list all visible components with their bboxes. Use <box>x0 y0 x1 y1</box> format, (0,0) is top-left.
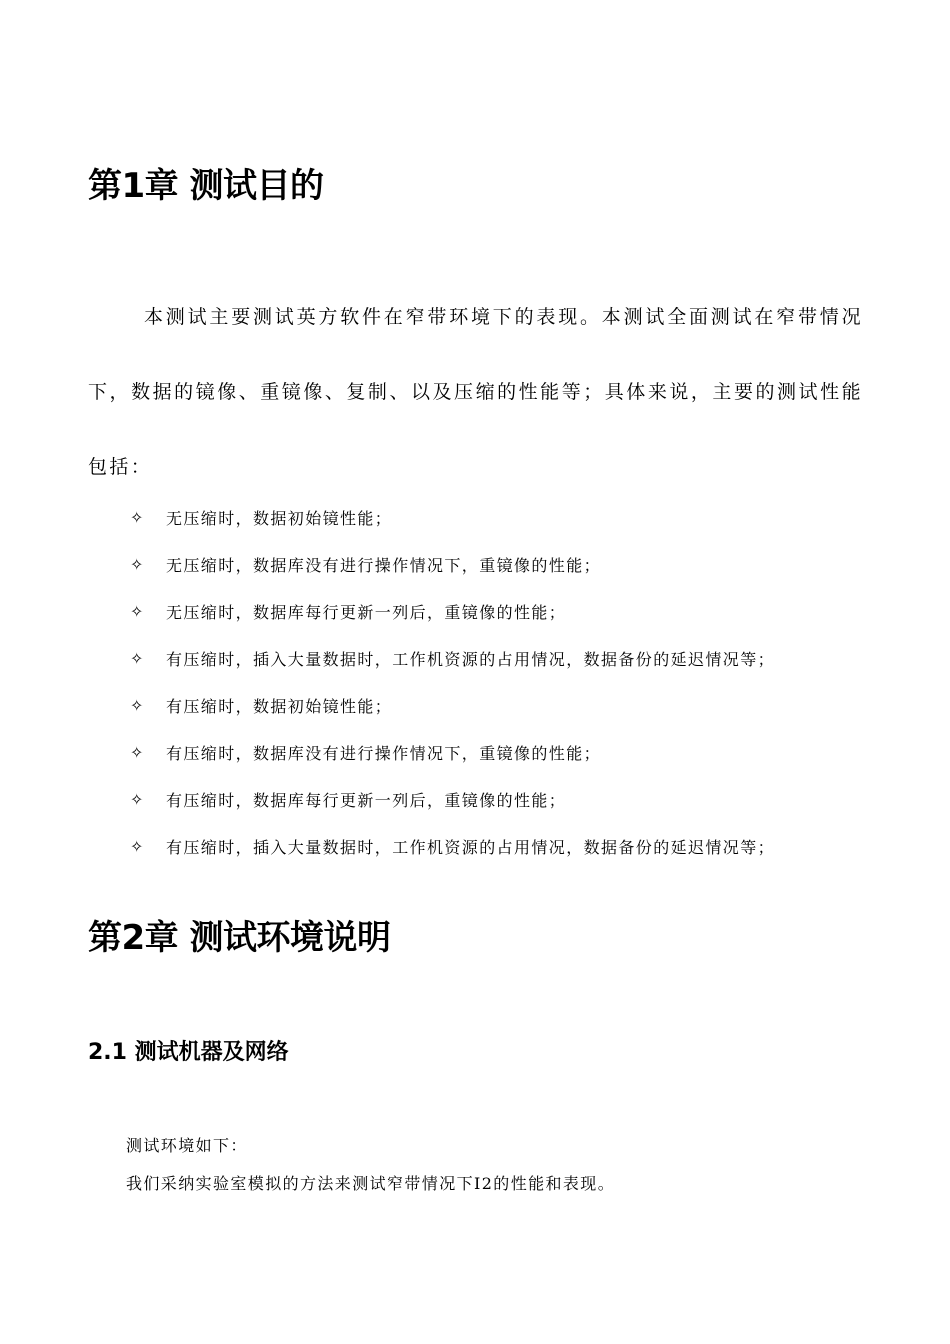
four-point-star-bullet-icon: ✧ <box>130 555 144 574</box>
list-item <box>130 494 775 541</box>
four-point-star-bullet-icon: ✧ <box>130 696 144 715</box>
list-item-text: 无压缩时，数据库没有进行操作情况下，重镜像的性能； <box>166 556 602 575</box>
list-item <box>130 729 775 776</box>
four-point-star-bullet-icon: ✧ <box>130 602 144 621</box>
four-point-star-bullet-icon: ✧ <box>130 508 144 527</box>
four-point-star-bullet-icon: ✧ <box>130 743 144 762</box>
list-item-text: 有压缩时，数据库没有进行操作情况下，重镜像的性能； <box>166 744 602 763</box>
body-text-line: 测试环境如下： <box>126 1136 248 1155</box>
four-point-star-bullet-icon: ✧ <box>130 649 144 668</box>
list-item <box>130 635 775 682</box>
four-point-star-bullet-icon: ✧ <box>130 837 144 856</box>
list-item <box>130 541 775 588</box>
test-items-list <box>130 494 775 870</box>
list-item <box>130 823 775 870</box>
body-text-line: 我们采纳实验室模拟的方法来测试窄带情况下I2的性能和表现。 <box>126 1174 616 1193</box>
list-item <box>130 776 775 823</box>
chapter-1-title: 第1章 测试目的 <box>88 166 324 206</box>
list-item <box>130 588 775 635</box>
list-item-text: 有压缩时，插入大量数据时，工作机资源的占用情况，数据备份的延迟情况等； <box>166 838 776 857</box>
list-item-text: 有压缩时，插入大量数据时，工作机资源的占用情况，数据备份的延迟情况等； <box>166 650 776 669</box>
list-item-text: 有压缩时，数据库每行更新一列后，重镜像的性能； <box>166 791 567 810</box>
list-item-text: 无压缩时，数据库每行更新一列后，重镜像的性能； <box>166 603 567 622</box>
list-item <box>130 682 775 729</box>
section-2-1-title: 2.1 测试机器及网络 <box>88 1040 289 1065</box>
chapter-2-title: 第2章 测试环境说明 <box>88 918 391 958</box>
chapter-1-intro-paragraph: 本测试主要测试英方软件在窄带环境下的表现。本测试全面测试在窄带情况下，数据的镜像、重镜像、复制、以及压缩的性能等；具体来说，主要的测试性能包括： <box>88 306 863 478</box>
list-item-text: 有压缩时，数据初始镜性能； <box>166 697 393 716</box>
four-point-star-bullet-icon: ✧ <box>130 790 144 809</box>
list-item-text: 无压缩时，数据初始镜性能； <box>166 509 393 528</box>
